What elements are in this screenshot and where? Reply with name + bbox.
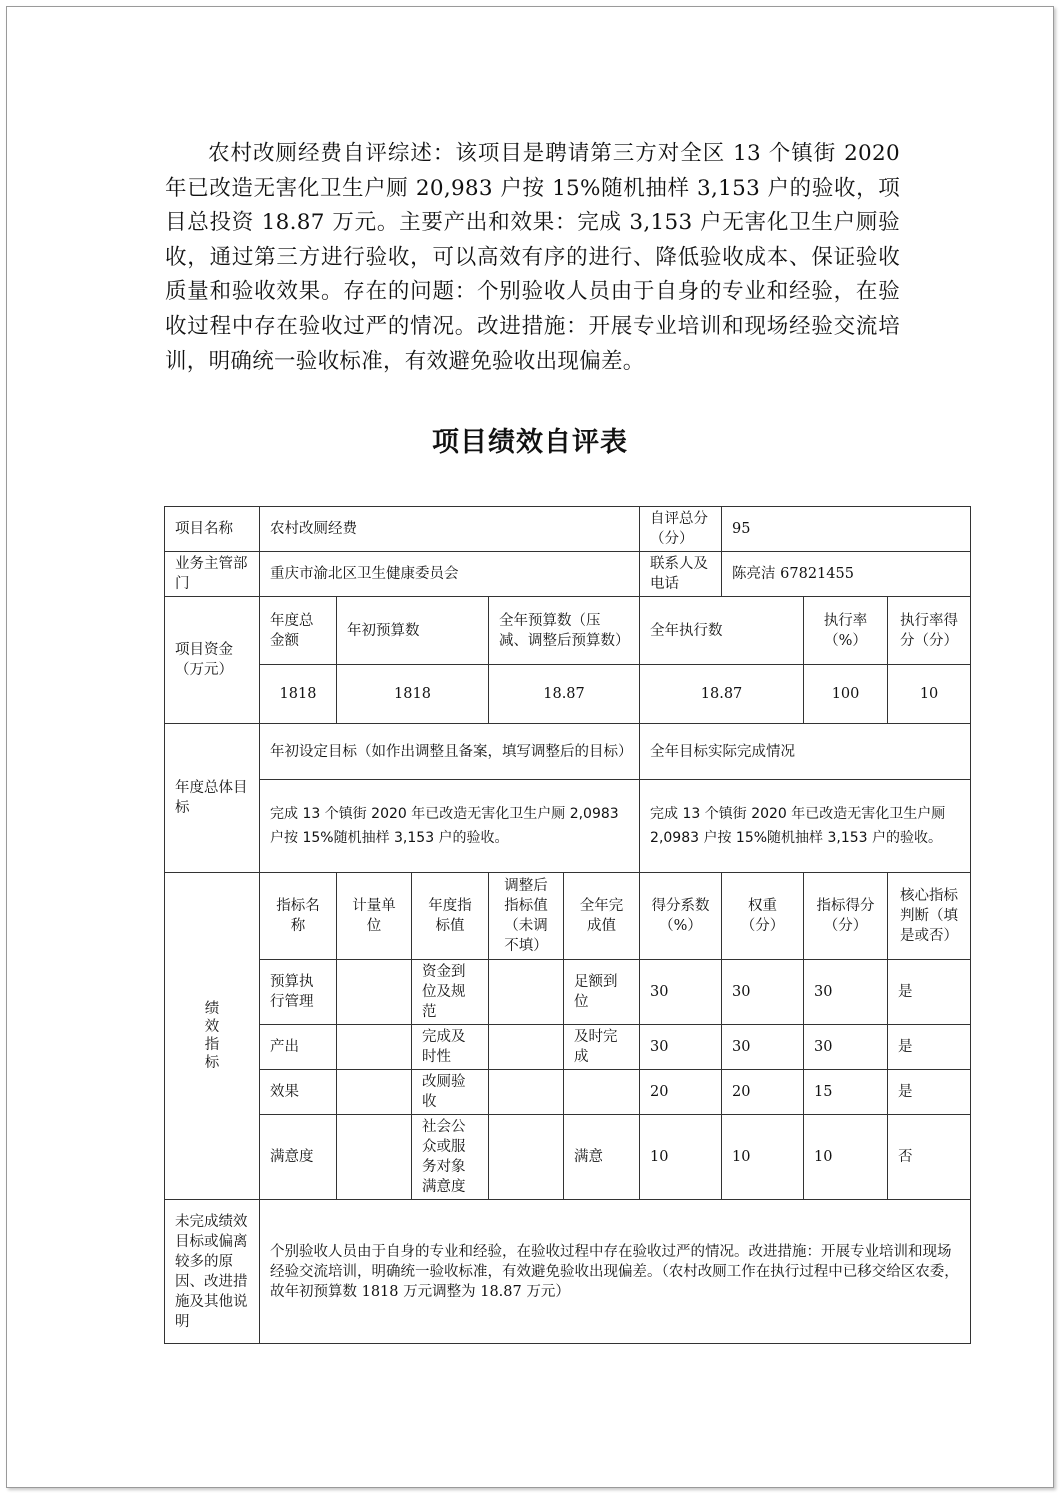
indicator-adjusted-value	[489, 1025, 564, 1070]
goal-initial-header: 年初设定目标（如作出调整且备案，填写调整后的目标）	[260, 724, 640, 780]
funds-value-full-year-exec: 18.87	[640, 665, 804, 724]
indicator-unit	[337, 1070, 412, 1115]
total-score-label: 自评总分（分）	[640, 507, 722, 552]
indicator-header-completed-value: 全年完成值	[564, 873, 640, 960]
summary-paragraph: 农村改厕经费自评综述：该项目是聘请第三方对全区 13 个镇街 2020 年已改造无害化卫生户厕 20,983 户按 15%随机抽样 3,153 户的验收，项目总投资 18.87 万元。主要产出和效果：完成 3,153 户无害化卫生户厕验收，通过第三方进行验收，可以高效有序的进行、降低验收成本、保证验收质量和验收效果。存在的问题：个别验收人员由于自身的专业和经验，在验收过程中存在验收过严的情况。改进措施：开展专业培训和现场经验交流培训，明确统一验收标准，有效避免验收出现偏差。	[165, 141, 900, 374]
total-score-value: 95	[722, 507, 971, 552]
project-name-row	[165, 507, 971, 552]
indicator-name: 满意度	[260, 1115, 337, 1200]
indicator-header-row	[165, 873, 971, 960]
indicator-score: 30	[804, 960, 888, 1025]
funds-header-exec-score: 执行率得分（分）	[888, 597, 971, 665]
indicator-label	[165, 873, 260, 1200]
funds-values-row	[165, 665, 971, 724]
indicator-score: 10	[804, 1115, 888, 1200]
goal-text-row	[165, 780, 971, 873]
funds-header-full-year-budget: 全年预算数（压减、调整后预算数）	[489, 597, 640, 665]
goal-initial-text: 完成 13 个镇街 2020 年已改造无害化卫生户厕 2,0983 户按 15%随机抽样 3,153 户的验收。	[260, 780, 640, 873]
indicator-completed-value: 足额到位	[564, 960, 640, 1025]
indicator-header-score: 指标得分（分）	[804, 873, 888, 960]
funds-header-full-year-exec: 全年执行数	[640, 597, 804, 665]
indicator-core: 是	[888, 1025, 971, 1070]
indicator-core: 是	[888, 960, 971, 1025]
funds-header-row	[165, 597, 971, 665]
funds-value-annual-total: 1818	[260, 665, 337, 724]
funds-value-full-year-budget: 18.87	[489, 665, 640, 724]
performance-evaluation-table	[164, 506, 971, 1344]
funds-value-exec-score: 10	[888, 665, 971, 724]
indicator-completed-value	[564, 1070, 640, 1115]
notes-text: 个别验收人员由于自身的专业和经验，在验收过程中存在验收过严的情况。改进措施：开展专业培训和现场经验交流培训，明确统一验收标准，有效避免验收出现偏差。（农村改厕工作在执行过程中已移交给区农委，故年初预算数 1818 万元调整为 18.87 万元）	[260, 1200, 971, 1344]
indicator-annual-value: 改厕验收	[412, 1070, 489, 1115]
indicator-coefficient: 30	[640, 1025, 722, 1070]
funds-header-initial-budget: 年初预算数	[337, 597, 489, 665]
funds-value-initial-budget: 1818	[337, 665, 489, 724]
indicator-row	[165, 1070, 971, 1115]
indicator-header-coefficient: 得分系数（%）	[640, 873, 722, 960]
goal-header-row	[165, 724, 971, 780]
indicator-annual-value: 资金到位及规范	[412, 960, 489, 1025]
indicator-weight: 10	[722, 1115, 804, 1200]
department-value: 重庆市渝北区卫生健康委员会	[260, 552, 640, 597]
indicator-score: 30	[804, 1025, 888, 1070]
indicator-completed-value: 及时完成	[564, 1025, 640, 1070]
indicator-annual-value: 完成及时性	[412, 1025, 489, 1070]
indicator-name: 预算执行管理	[260, 960, 337, 1025]
project-name-value: 农村改厕经费	[260, 507, 640, 552]
department-label: 业务主管部门	[165, 552, 260, 597]
funds-header-annual-total: 年度总金额	[260, 597, 337, 665]
indicator-score: 15	[804, 1070, 888, 1115]
indicator-weight: 30	[722, 960, 804, 1025]
indicator-adjusted-value	[489, 1070, 564, 1115]
goal-actual-text: 完成 13 个镇街 2020 年已改造无害化卫生户厕 2,0983 户按 15%随机抽样 3,153 户的验收。	[640, 780, 971, 873]
indicator-label-text: 绩效指标	[204, 1000, 220, 1071]
goal-label: 年度总体目标	[165, 724, 260, 873]
indicator-header-weight: 权重（分）	[722, 873, 804, 960]
notes-row	[165, 1200, 971, 1344]
department-row	[165, 552, 971, 597]
indicator-header-name: 指标名称	[260, 873, 337, 960]
indicator-core: 否	[888, 1115, 971, 1200]
indicator-coefficient: 20	[640, 1070, 722, 1115]
funds-header-exec-rate: 执行率（%）	[804, 597, 888, 665]
indicator-unit	[337, 960, 412, 1025]
indicator-name: 效果	[260, 1070, 337, 1115]
indicator-header-annual-value: 年度指标值	[412, 873, 489, 960]
funds-value-exec-rate: 100	[804, 665, 888, 724]
indicator-completed-value: 满意	[564, 1115, 640, 1200]
indicator-coefficient: 10	[640, 1115, 722, 1200]
indicator-coefficient: 30	[640, 960, 722, 1025]
indicator-unit	[337, 1025, 412, 1070]
indicator-weight: 20	[722, 1070, 804, 1115]
funds-label: 项目资金（万元）	[165, 597, 260, 724]
indicator-unit	[337, 1115, 412, 1200]
indicator-row	[165, 1115, 971, 1200]
project-name-label: 项目名称	[165, 507, 260, 552]
indicator-row	[165, 960, 971, 1025]
contact-label: 联系人及电话	[640, 552, 722, 597]
indicator-core: 是	[888, 1070, 971, 1115]
goal-actual-header: 全年目标实际完成情况	[640, 724, 971, 780]
indicator-header-core: 核心指标判断（填是或否）	[888, 873, 971, 960]
table-heading: 项目绩效自评表	[432, 427, 628, 458]
indicator-row	[165, 1025, 971, 1070]
indicator-header-unit: 计量单位	[337, 873, 412, 960]
contact-value: 陈亮洁 67821455	[722, 552, 971, 597]
indicator-weight: 30	[722, 1025, 804, 1070]
notes-label: 未完成绩效目标或偏离较多的原因、改进措施及其他说明	[165, 1200, 260, 1344]
indicator-adjusted-value	[489, 960, 564, 1025]
indicator-adjusted-value	[489, 1115, 564, 1200]
indicator-name: 产出	[260, 1025, 337, 1070]
indicator-annual-value: 社会公众或服务对象满意度	[412, 1115, 489, 1200]
indicator-header-adjusted-value: 调整后指标值（未调不填）	[489, 873, 564, 960]
